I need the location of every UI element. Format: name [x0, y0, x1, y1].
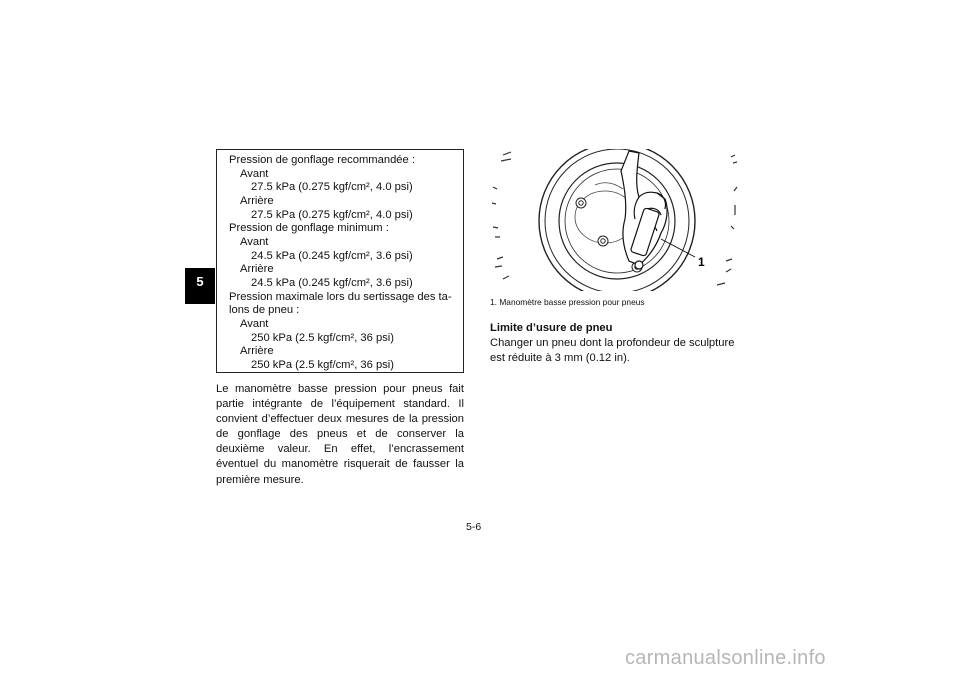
tread-wear-heading: Limite d’usure de pneu — [490, 322, 613, 334]
figure-caption — [490, 297, 645, 307]
spec-line: 24.5 kPa (0.245 kgf/cm², 3.6 psi) — [251, 276, 413, 289]
spec-line: 27.5 kPa (0.275 kgf/cm², 4.0 psi) — [251, 208, 413, 221]
caption-text: Manomètre basse pression pour pneus — [499, 297, 645, 307]
spec-line: Avant — [240, 235, 269, 248]
spec-line: Pression de gonflage recommandée : — [229, 154, 415, 166]
chapter-tab: 5 — [185, 268, 215, 304]
spec-line: 27.5 kPa (0.275 kgf/cm², 4.0 psi) — [251, 181, 413, 194]
spec-line: Arrière — [240, 194, 274, 207]
page-number: 5-6 — [466, 521, 482, 533]
spec-line: 24.5 kPa (0.245 kgf/cm², 3.6 psi) — [251, 249, 413, 262]
tire-gauge-illustration — [489, 149, 741, 291]
figure-callout-number: 1 — [698, 255, 705, 269]
spec-line: lons de pneu : — [229, 304, 300, 317]
gauge-paragraph: Le manomètre basse pression pour pneus fait partie intégrante de l’équipement standard. Il convient d’effectuer deux mesures de la pression de gonflage des pneus et de conserver la deuxième valeur. En effet, l’encrassement éventuel du manomètre risquerait de fausser la première mesure. — [216, 383, 464, 486]
spec-line: 250 kPa (2.5 kgf/cm², 36 psi) — [251, 358, 395, 371]
spec-line: Arrière — [240, 263, 274, 276]
spec-line: Pression de gonflage minimum : — [229, 222, 389, 235]
spec-line: Avant — [240, 317, 269, 330]
watermark: carmanualsonline.info — [625, 647, 826, 669]
spec-line: Pression maximale lors du sertissage des ta- — [229, 290, 452, 303]
spec-line: 250 kPa (2.5 kgf/cm², 36 psi) — [251, 331, 395, 344]
tire-pressure-spec-box — [216, 149, 464, 373]
tread-wear-text: Changer un pneu dont la profondeur de sculpture est réduite à 3 mm (0.12 in). — [490, 337, 735, 365]
spec-line: Arrière — [240, 345, 274, 358]
spec-line: Avant — [240, 167, 269, 180]
caption-number: 1. — [490, 297, 497, 307]
